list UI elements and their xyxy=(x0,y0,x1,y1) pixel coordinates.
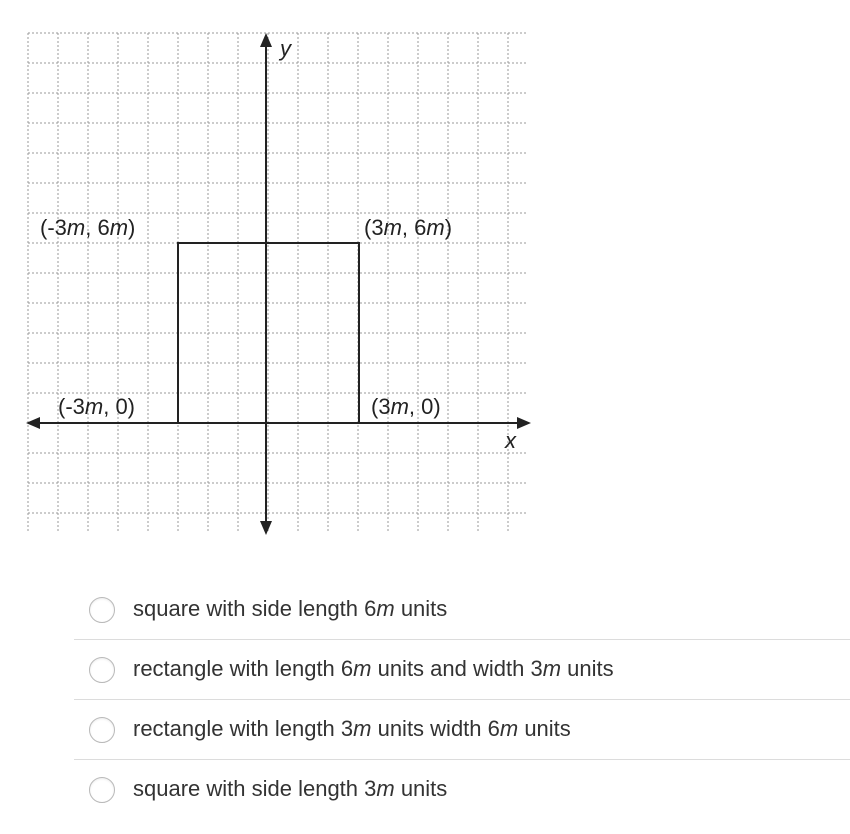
x-axis-arrow-right xyxy=(517,417,531,429)
radio-button[interactable] xyxy=(89,717,115,743)
answer-choice-label: square with side length 3m units xyxy=(133,776,448,801)
radio-button[interactable] xyxy=(89,777,115,803)
answer-choice-1[interactable] xyxy=(74,580,850,640)
radio-button[interactable] xyxy=(89,657,115,683)
answer-choice-2[interactable] xyxy=(74,640,850,700)
radio-button[interactable] xyxy=(89,597,115,623)
axes xyxy=(26,33,531,535)
answer-choices xyxy=(74,580,850,819)
point-label-tl: (-3m, 6m) xyxy=(40,215,136,240)
answer-choice-label: rectangle with length 3m units width 6m units xyxy=(133,716,571,741)
y-axis-label: y xyxy=(280,36,291,61)
point-label-bl: (-3m, 0) xyxy=(58,394,136,419)
point-label-br: (3m, 0) xyxy=(371,394,441,419)
answer-choice-4[interactable] xyxy=(74,760,850,819)
answer-choice-label: rectangle with length 6m units and width 3m units xyxy=(133,656,614,681)
x-axis-label: x xyxy=(505,428,516,453)
answer-choice-3[interactable] xyxy=(74,700,850,760)
point-label-tr: (3m, 6m) xyxy=(364,215,453,240)
answer-choice-label: square with side length 6m units xyxy=(133,596,448,621)
grid xyxy=(28,33,528,533)
y-axis-arrow-bottom xyxy=(260,521,272,535)
point-labels xyxy=(40,215,452,419)
y-axis-arrow-top xyxy=(260,33,272,47)
